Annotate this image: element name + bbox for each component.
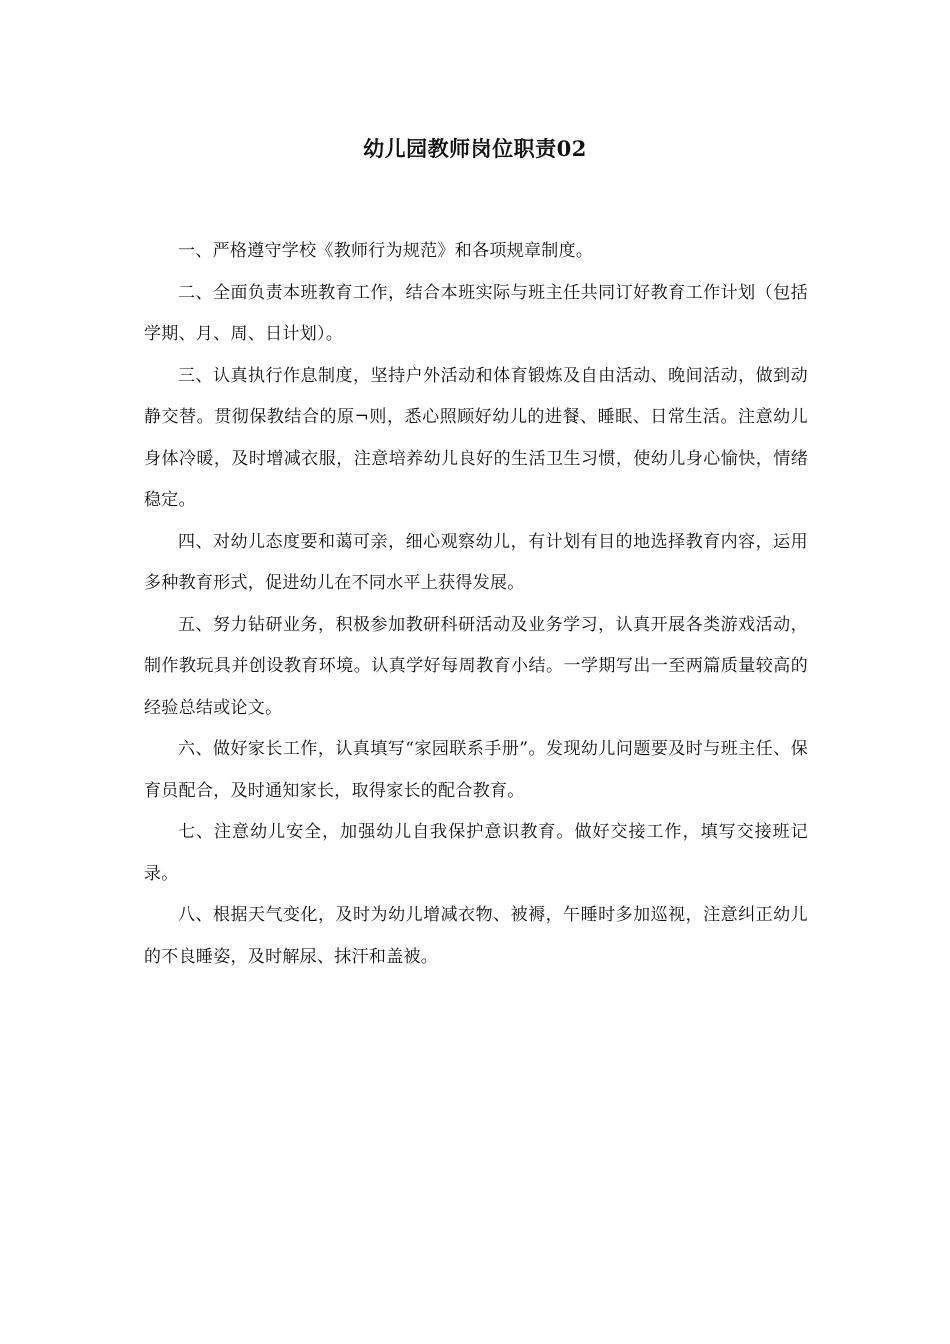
duty-item-8: 八、根据天气变化，及时为幼儿增减衣物、被褥，午睡时多加巡视，注意纠正幼儿的不良睡姿，及时解尿、抹汗和盖被。 xyxy=(144,905,808,967)
duty-item-5: 五、努力钻研业务，积极参加教研科研活动及业务学习，认真开展各类游戏活动，制作教玩具并创设教育环境。认真学好每周教育小结。一学期写出一至两篇质量较高的经验总结或论文。 xyxy=(144,614,808,718)
document-body xyxy=(144,231,808,978)
duty-item-2: 二、全面负责本班教育工作，结合本班实际与班主任共同订好教育工作计划（包括学期、月、周、日计划）。 xyxy=(144,282,808,344)
document-title: 幼儿园教师岗位职责02 xyxy=(363,136,587,161)
duty-item-1: 一、严格遵守学校《教师行为规范》和各项规章制度。 xyxy=(178,241,594,261)
duty-item-3: 三、认真执行作息制度，坚持户外活动和体育锻炼及自由活动、晚间活动，做到动静交替。贯彻保教结合的原¬则，悉心照顾好幼儿的进餐、睡眠、日常生活。注意幼儿身体冷暖，及时增减衣服，注意培养幼儿良好的生活卫生习惯，使幼儿身心愉快，情绪稳定。 xyxy=(144,365,808,510)
duty-item-6: 六、做好家长工作，认真填写“家园联系手册”。发现幼儿问题要及时与班主任、保育员配合，及时通知家长，取得家长的配合教育。 xyxy=(144,739,808,801)
duty-item-7: 七、注意幼儿安全，加强幼儿自我保护意识教育。做好交接工作，填写交接班记录。 xyxy=(144,822,808,884)
duty-item-4: 四、对幼儿态度要和蔼可亲，细心观察幼儿，有计划有目的地选择教育内容，运用多种教育形式，促进幼儿在不同水平上获得发展。 xyxy=(144,531,808,593)
